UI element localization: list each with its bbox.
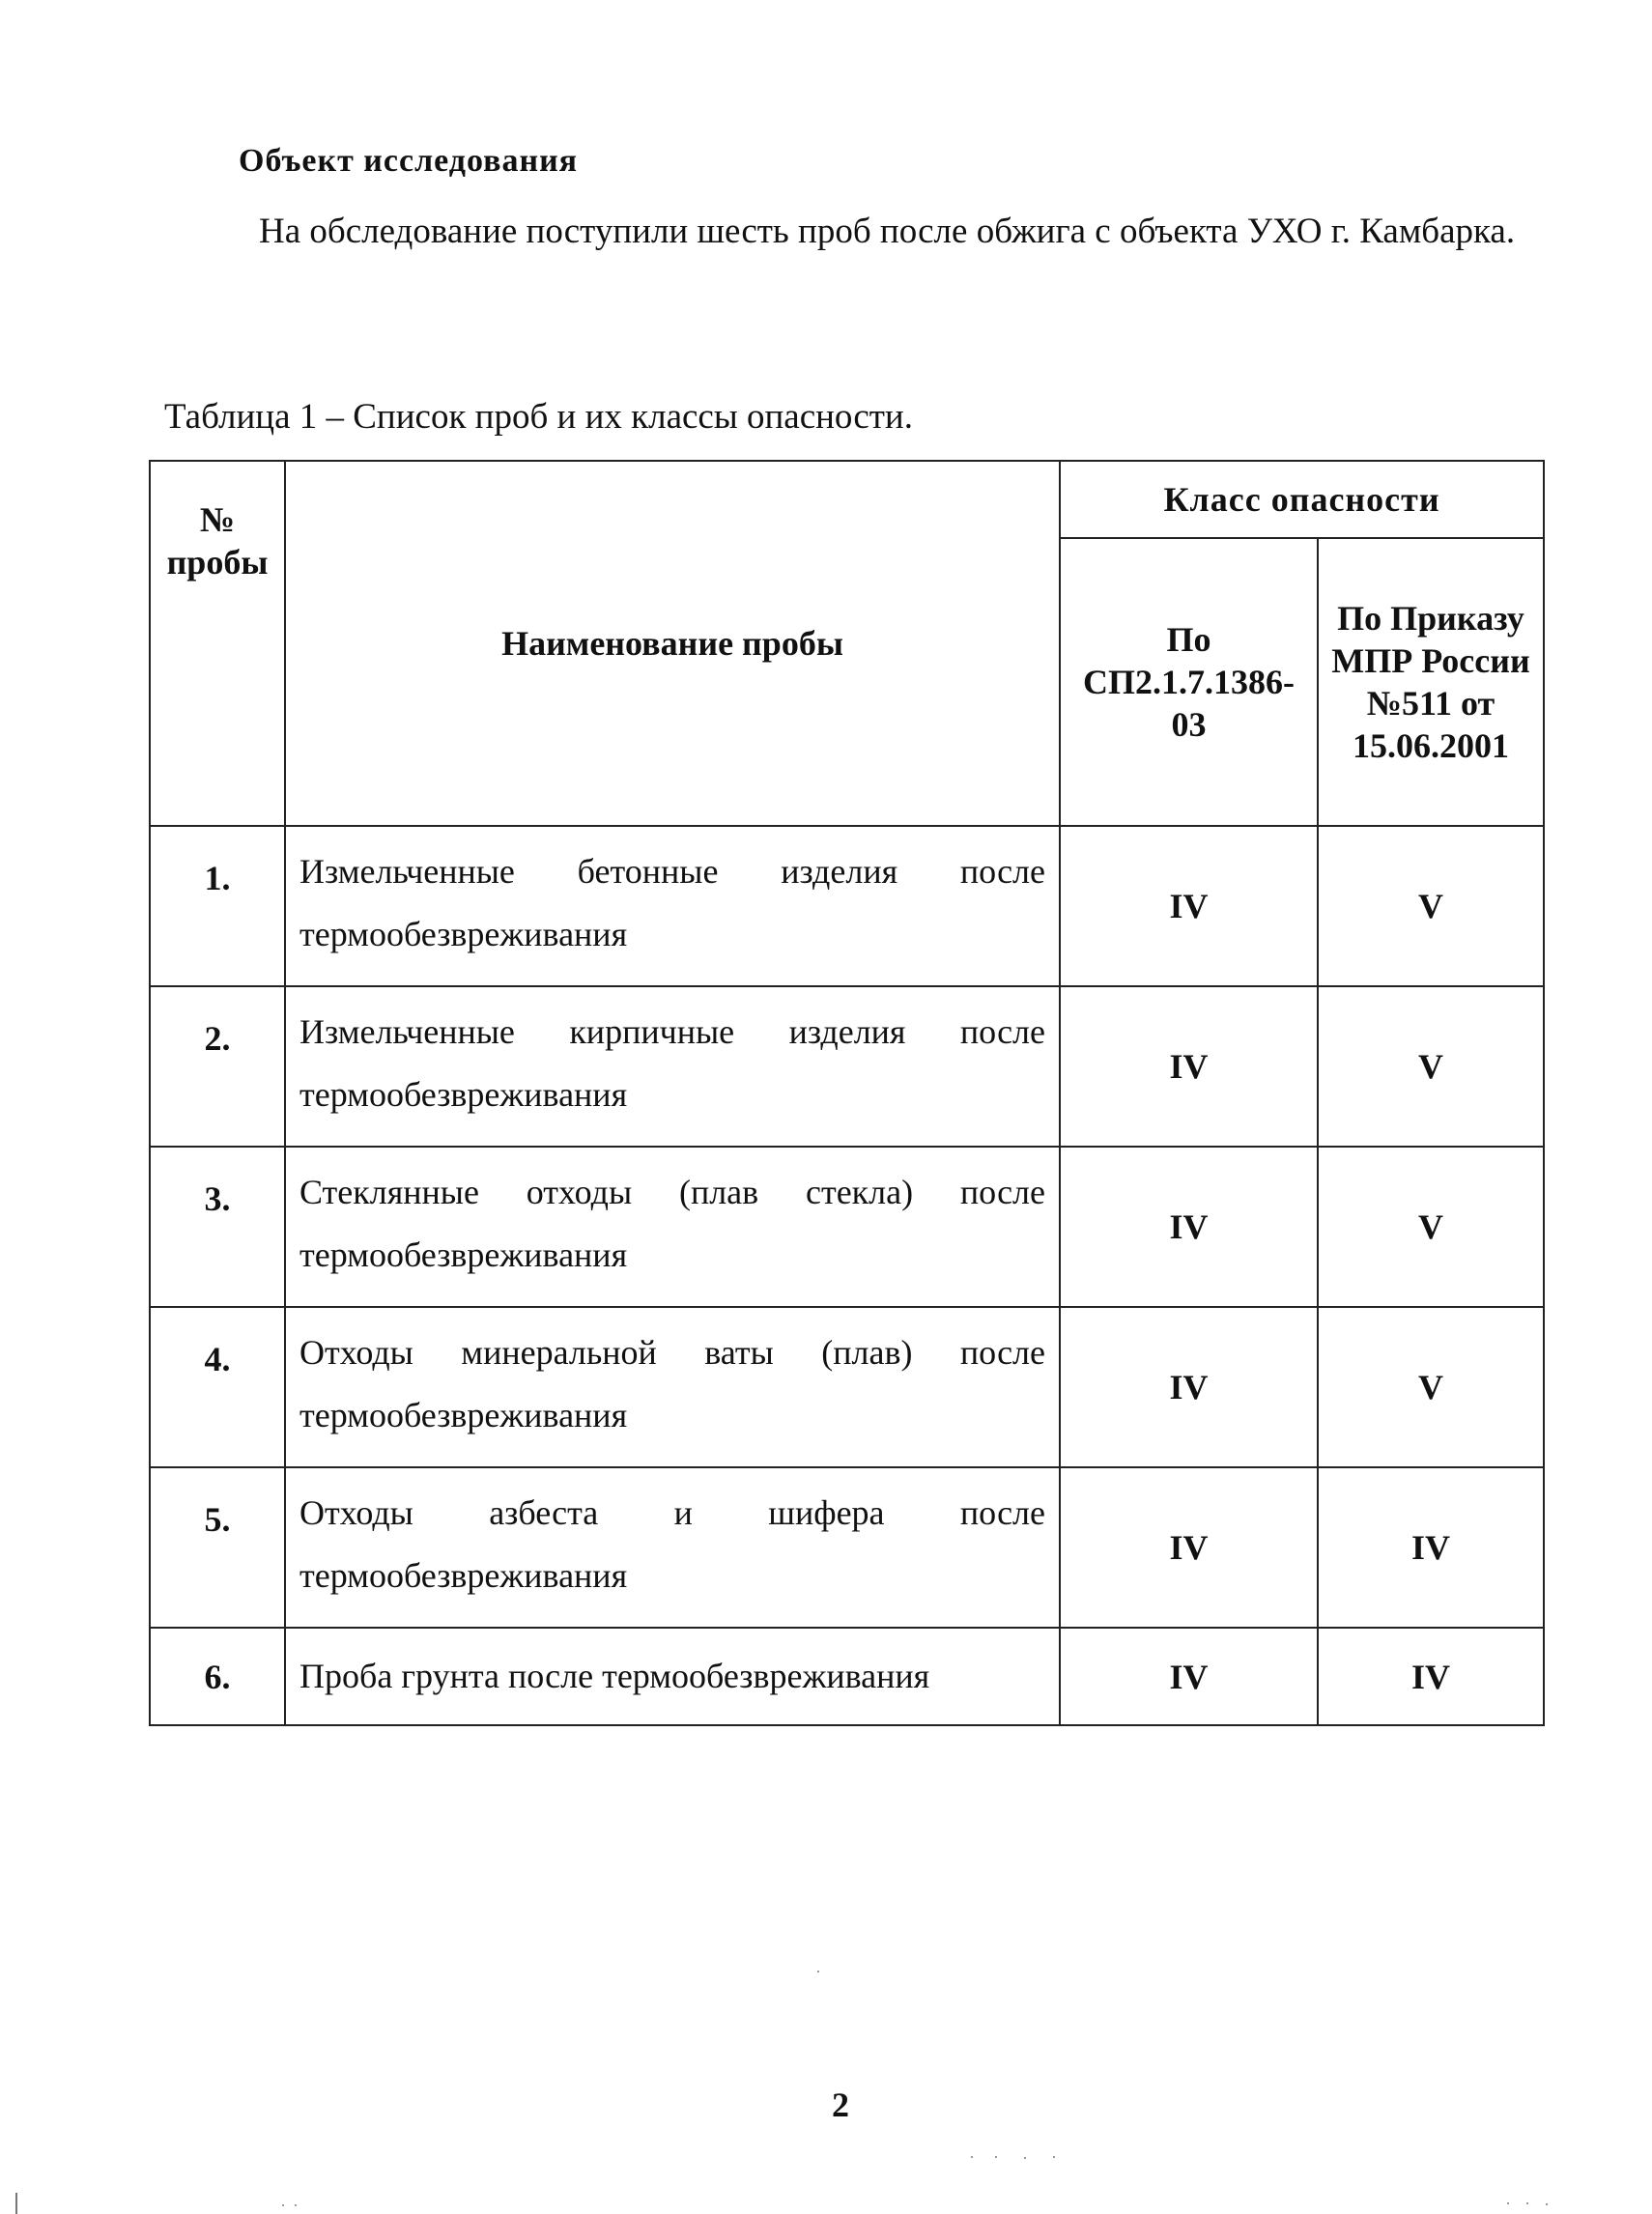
row-class-sp: IV [1060,986,1318,1147]
row-class-order: V [1318,1147,1544,1307]
scan-speck [1526,2202,1528,2204]
table-row [150,1147,1544,1307]
scan-speck [282,2204,284,2206]
row-class-sp: IV [1060,1467,1318,1628]
header-sample-name: Наименование пробы [285,461,1060,826]
row-class-sp: IV [1060,826,1318,986]
row-class-order: IV [1318,1628,1544,1725]
row-number: 3. [150,1147,285,1307]
header-sample-number: № пробы [150,461,285,826]
row-class-sp: IV [1060,1628,1318,1725]
table-row [150,1467,1544,1628]
scan-speck [1546,2203,1548,2205]
scan-edge-mark [15,2193,17,2214]
row-name: Отходы азбеста и шифера после термообезвреживания [285,1467,1060,1628]
row-name: Измельченные кирпичные изделия после термообезвреживания [285,986,1060,1147]
row-class-sp: IV [1060,1147,1318,1307]
row-name: Проба грунта после термообезвреживания [285,1628,1060,1725]
row-class-order: IV [1318,1467,1544,1628]
header-by-sp: По СП2.1.7.1386-03 [1060,538,1318,826]
header-by-order: По Приказу МПР России №511 от 15.06.2001 [1318,538,1544,826]
row-name: Отходы минеральной ваты (плав) после термообезвреживания [285,1307,1060,1467]
scan-speck [817,1971,819,1973]
table-caption: Таблица 1 – Список проб и их классы опасности. [164,397,913,437]
intro-paragraph: На обследование поступили шесть проб после обжига с объекта УХО г. Камбарка. [259,212,1516,251]
samples-table [149,460,1545,1726]
row-name: Стеклянные отходы (плав стекла) после термообезвреживания [285,1147,1060,1307]
header-hazard-class: Класс опасности [1060,461,1544,538]
scan-speck [971,2156,973,2158]
row-number: 4. [150,1307,285,1467]
row-number: 2. [150,986,285,1147]
row-class-order: V [1318,986,1544,1147]
row-number: 1. [150,826,285,986]
scan-speck [1024,2157,1026,2159]
row-number: 6. [150,1628,285,1725]
scan-speck [1507,2202,1509,2204]
scan-speck [1053,2156,1055,2158]
scan-speck [995,2156,997,2158]
table-row [150,986,1544,1147]
section-heading: Объект исследования [239,143,579,179]
row-class-order: V [1318,1307,1544,1467]
table-row [150,1307,1544,1467]
row-class-sp: IV [1060,1307,1318,1467]
table-row [150,1628,1544,1725]
row-number: 5. [150,1467,285,1628]
row-class-order: V [1318,826,1544,986]
row-name: Измельченные бетонные изделия после термообезвреживания [285,826,1060,986]
table-row [150,826,1544,986]
scan-speck [295,2204,297,2206]
page-number: 2 [832,2086,849,2124]
